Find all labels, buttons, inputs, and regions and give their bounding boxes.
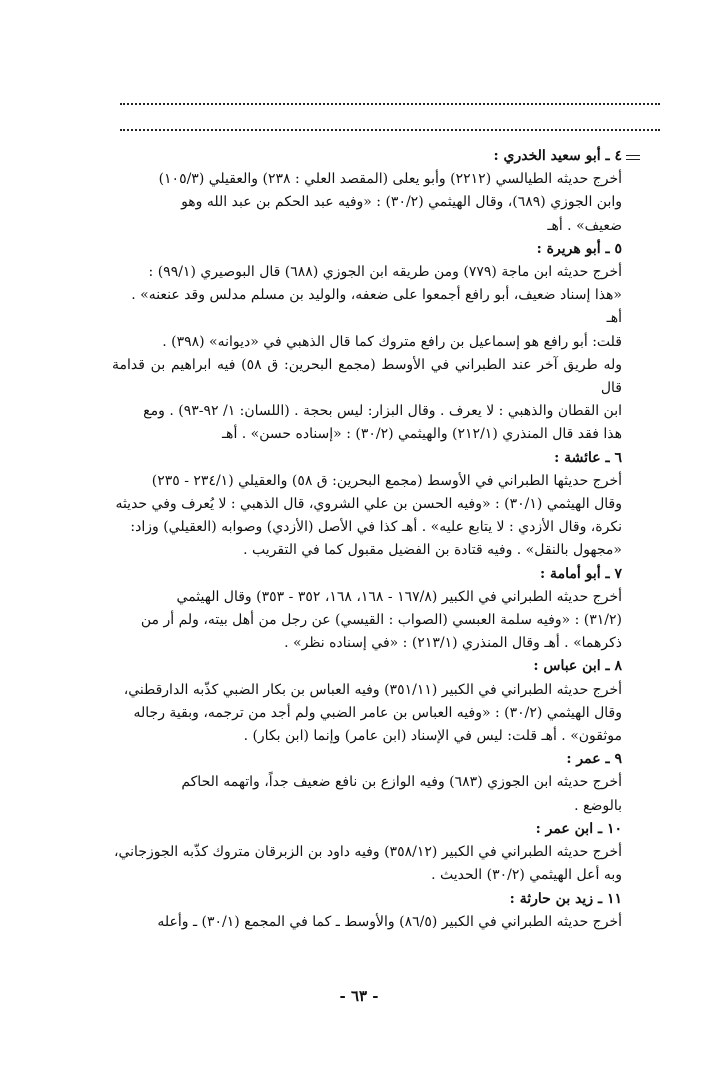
text-body xyxy=(112,145,622,934)
dotted-rule-bottom xyxy=(120,129,660,131)
text-line: وابن الجوزي (٦٨٩)، وقال الهيثمي (٣٠/٢) : «وفيه عبد الحكم بن عبد الله وهو xyxy=(181,194,622,211)
text-line: وقال الهيثمي (٣٠/٢) : «وفيه العباس بن عامر الضبي ولم أجد من ترجمه، وبقية رجاله xyxy=(133,704,622,721)
text-line: أخرج حديثه الطبراني في الكبير (١٦٧/٨ - ١٦٨، ١٦٨، ٣٥٢ - ٣٥٣) وقال الهيثمي xyxy=(176,588,622,605)
text-line: أخرج حديثها الطبراني في الأوسط (مجمع البحرين: ق ٥٨) والعقيلي (٢٣٤/١ - ٢٣٥) xyxy=(151,472,622,489)
text-line: هذا فقد قال المنذري (٢١٢/١) والهيثمي (٣٠/٢) : «إسناده حسن» . أهـ xyxy=(221,426,622,443)
text-line: وقال الهيثمي (٣٠/١) : «وفيه الحسن بن علي الشروي، قال الذهبي : لا يُعرف وفي حديثه xyxy=(115,496,622,513)
section-heading: ٨ ـ ابن عباس : xyxy=(533,658,622,675)
section-heading: ١١ ـ زيد بن حارثة : xyxy=(509,890,622,907)
text-line: نكرة، وقال الأزدي : لا يتابع عليه» . أهـ كذا في الأصل (الأزدي) وصوابه (العقيلي) وزاد: xyxy=(130,519,622,536)
text-line: قلت: أبو رافع هو إسماعيل بن رافع متروك كما قال الذهبي في «ديوانه» (٣٩٨) . xyxy=(162,333,622,350)
text-line: أخرج حديثه الطبراني في الكبير (٣٥٨/١٢) وفيه داود بن الزبرقان متروك كذّبه الجوزجاني، xyxy=(113,844,622,861)
text-line: وله طريق آخر عند الطبراني في الأوسط (مجمع البحرين: ق ٥٨) فيه ابراهيم بن قدامة قال xyxy=(112,356,623,397)
page-number: - ٦٣ - xyxy=(339,987,379,1005)
text-line: وبه أعل الهيثمي (٣٠/٢) الحديث . xyxy=(431,867,622,884)
text-line: «هذا إسناد ضعيف، أبو رافع أجمعوا على ضعفه، والوليد بن مسلم مدلس وقد عنعنه» . xyxy=(131,287,622,304)
section-heading: ٧ ـ أبو أمامة : xyxy=(540,565,622,582)
text-line: أخرج حديثه الطبراني في الكبير (٨٦/٥) والأوسط ـ كما في المجمع (٣٠/١) ـ وأعله xyxy=(157,913,622,930)
text-line: (٣١/٢) : «وفيه سلمة العبسي (الصواب : القيسي) عن رجل من أهل بيته، ولم أر من xyxy=(140,612,622,629)
text-line: أخرج حديثه ابن ماجة (٧٧٩) ومن طريقه ابن الجوزي (٦٨٨) قال البوصيري (٩٩/١) : xyxy=(148,264,622,281)
section-heading: ٤ ـ أبو سعيد الخدري : xyxy=(493,148,622,164)
text-line: أهـ xyxy=(606,310,622,327)
text-line: ضعيف» . أهـ xyxy=(547,217,622,234)
text-line: أخرج حديثه ابن الجوزي (٦٨٣) وفيه الوازع بن نافع ضعيف جداً، واتهمه الحاكم xyxy=(181,774,622,791)
section-heading: ٩ ـ عمر : xyxy=(566,751,622,768)
margin-mark xyxy=(626,155,640,163)
text-line: أخرج حديثه الطبراني في الكبير (٣٥١/١١) وفيه العباس بن بكار الضبي كذّبه الدارقطني، xyxy=(123,681,622,698)
section-heading: ٥ ـ أبو هريرة : xyxy=(536,240,622,257)
section-heading: ١٠ ـ ابن عمر : xyxy=(535,820,622,837)
text-line: ذكرهما» . أهـ وقال المنذري (٢١٣/١) : «في إسناده نظر» . xyxy=(284,635,622,652)
text-line: بالوضع . xyxy=(574,797,622,814)
text-line: أخرج حديثه الطيالسي (٢٢١٢) وأبو يعلى (المقصد العلي : ٢٣٨) والعقيلي (١٠٥/٣) xyxy=(158,171,622,188)
dotted-rule-top xyxy=(120,103,660,105)
text-line: ابن القطان والذهبي : لا يعرف . وقال البزار: ليس بحجة . (اللسان: ١/ ٩٢-٩٣) . ومع xyxy=(143,403,622,420)
text-line: «مجهول بالنقل» . وفيه قتادة بن الفضيل مقبول كما في التقريب . xyxy=(243,542,622,559)
text-line: موثقون» . أهـ قلت: ليس في الإسناد (ابن عامر) وإنما (ابن بكار) . xyxy=(243,728,622,745)
section-heading: ٦ ـ عائشة : xyxy=(554,449,622,466)
